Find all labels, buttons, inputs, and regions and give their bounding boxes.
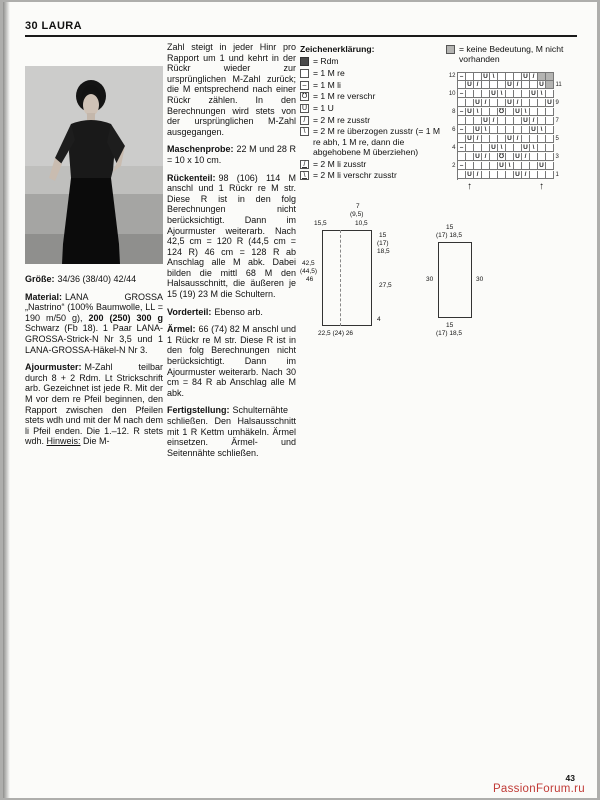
chart-cell xyxy=(538,144,546,152)
front-label: Vorderteil: xyxy=(167,306,212,317)
chart-cell: \ xyxy=(490,73,498,81)
chart-row-number-right xyxy=(554,144,565,153)
sleeve-top-measure-2: (17) 18,5 xyxy=(436,232,463,239)
continuation-text: Zahl steigt in jeder Hinr pro Rapport um 1 und kehrt in der Rückr wieder zur ursprünglichen M-Zahl zurück; die M entsprechend nach einer Rückr zählen. In den Berechnungen wird stets von der ursprünglichen M-Zahl ausgegangen. xyxy=(167,42,296,137)
chart-cell xyxy=(514,117,522,125)
chart-note-text: = keine Bedeutung, M nicht vorhanden xyxy=(459,44,564,65)
stitch-symbol: / xyxy=(300,160,309,169)
legend-text: = 1 U xyxy=(313,103,334,114)
chart-cell: U xyxy=(498,162,506,170)
chart-row-number-left xyxy=(446,171,457,180)
chart-cell: ℧ xyxy=(498,108,506,116)
chart-cell xyxy=(522,90,530,98)
chart-row xyxy=(446,72,580,81)
chart-cell xyxy=(482,81,490,89)
chart-cell: U xyxy=(522,73,530,81)
chart-cell: \ xyxy=(482,126,490,134)
body-top-width: 15,5 xyxy=(314,220,327,227)
chart-cell xyxy=(498,126,506,134)
chart-cell: \ xyxy=(498,90,506,98)
chart-cell xyxy=(530,108,538,116)
chart-cell xyxy=(506,144,514,152)
chart-cell: U xyxy=(522,144,530,152)
no-stitch-symbol xyxy=(446,45,455,54)
stitch-symbol: U xyxy=(301,105,308,113)
model-photo xyxy=(25,66,163,264)
chart-row-number-right: 1 xyxy=(555,172,559,178)
chart-cell: / xyxy=(522,153,530,161)
back-text: 98 (106) 114 M anschl und 1 Rückr re M str. Diese R ist in den folg Berechnungen nicht berücksichtigt. Dann im Ajourmuster weiterarb. Nach 42,5 cm = 120 R (44,5 cm = 124 R) 46 cm = 128 R ab Anschlag alle M abk. Dabei bilden die mittl 68 M den Halsausschnitt, die äußeren je 15 (19) 23 M die Schultern. xyxy=(167,172,296,300)
chart-row-number-right: 7 xyxy=(555,118,559,124)
chart-cell xyxy=(498,81,506,89)
chart-cell xyxy=(506,153,514,161)
chart-cell: U xyxy=(538,81,546,89)
material-text-c: Schwarz (Fb 18). 1 Paar LANA-GROSSA-Strick-N Nr 3,5 und 1 LANA-GROSSA-Häkel-N Nr 3. xyxy=(25,323,163,355)
chart-cell xyxy=(522,135,530,143)
chart-cell xyxy=(458,153,466,161)
stitch-symbol: \ xyxy=(300,127,309,136)
knitting-chart xyxy=(446,72,580,198)
chart-cell: – xyxy=(458,126,466,134)
sleeve-top-measure-1: 15 xyxy=(446,224,454,231)
chart-row-number-right xyxy=(554,90,565,99)
chart-cell xyxy=(474,117,482,125)
chart-cell xyxy=(530,153,538,161)
sleeve-left-length: 30 xyxy=(426,276,434,283)
chart-row-number-left xyxy=(446,99,457,108)
back-label: Rückenteil: xyxy=(167,172,216,183)
chart-cell: – xyxy=(458,108,466,116)
legend-item xyxy=(300,68,442,78)
chart-row-number-left: 12 xyxy=(448,73,456,79)
chart-cell: U xyxy=(466,108,474,116)
chart-cell xyxy=(498,135,506,143)
chart-cell: U xyxy=(482,117,490,125)
chart-cell: U xyxy=(530,90,538,98)
chart-note xyxy=(446,44,580,64)
body-armhole-measure: 27,5 xyxy=(379,282,392,289)
chart-cell xyxy=(474,144,482,152)
chart-cell xyxy=(530,171,538,179)
fold-line xyxy=(340,230,341,326)
sleeve-text: 66 (74) 82 M anschl und 1 Rückr re M str. Diese R ist in den folg Berechnungen nicht berücksichtigt. Dann im Ajourmuster weiterarb. Nach 30 cm = 84 R ab Anschlag alle M abk. xyxy=(167,324,296,398)
chart-cell xyxy=(458,81,466,89)
chart-cell xyxy=(522,162,530,170)
watermark: PassionForum.ru xyxy=(492,783,585,795)
chart-cell: ℧ xyxy=(498,153,506,161)
hinweis-tail: Die M- xyxy=(80,436,110,447)
body-schematic xyxy=(322,230,372,326)
chart-cell xyxy=(546,90,554,98)
chart-cell: / xyxy=(514,135,522,143)
chart-row xyxy=(446,90,580,99)
chart-cell: U xyxy=(538,162,546,170)
legend-text: = 1 M li xyxy=(313,79,341,90)
chart-cell xyxy=(482,144,490,152)
chart-cell: – xyxy=(458,90,466,98)
chart-cell xyxy=(482,171,490,179)
chart-cell: / xyxy=(490,117,498,125)
chart-row-number-left: 4 xyxy=(452,145,456,151)
chart-cell: / xyxy=(474,135,482,143)
chart-cell: – xyxy=(458,144,466,152)
chart-cell xyxy=(538,117,546,125)
chart-cell xyxy=(466,99,474,107)
chart-cell xyxy=(474,73,482,81)
legend-text: = 2 M li zusstr xyxy=(313,158,367,169)
stitch-symbol: ℧ xyxy=(301,93,308,101)
legend-text: = 2 M re überzogen zusstr (= 1 M re abh, 1 M re, dann die abgehobene M überziehen) xyxy=(313,126,441,157)
sleeve-schematic xyxy=(438,242,472,318)
chart-cell xyxy=(466,90,474,98)
legend-text: = Rdm xyxy=(313,56,339,67)
chart-cell xyxy=(490,135,498,143)
chart-row-number-left: 10 xyxy=(448,91,456,97)
chart-cell xyxy=(498,171,506,179)
chart-row-number-right: 11 xyxy=(555,82,562,88)
back-paragraph xyxy=(167,173,296,300)
chart-cell xyxy=(546,135,554,143)
chart-cell: / xyxy=(474,171,482,179)
chart-cell: U xyxy=(466,81,474,89)
chart-cell: / xyxy=(514,81,522,89)
magazine-page xyxy=(3,2,597,798)
finishing-paragraph xyxy=(167,405,296,458)
continuation-paragraph xyxy=(167,42,296,137)
stitch-symbol xyxy=(300,69,309,78)
legend-list xyxy=(300,56,442,180)
middle-column xyxy=(167,42,296,465)
ajour-paragraph xyxy=(25,362,163,447)
chart-cell xyxy=(546,81,554,89)
chart-cell xyxy=(490,162,498,170)
chart-cell: U xyxy=(466,135,474,143)
body-hem-measure: 4 xyxy=(377,316,381,323)
chart-cell: U xyxy=(474,153,482,161)
chart-row-number-right xyxy=(554,162,565,171)
page-title: 30 LAURA xyxy=(25,20,82,32)
legend-text: = 1 M re xyxy=(313,67,345,78)
chart-cell xyxy=(506,126,514,134)
chart-cell xyxy=(514,73,522,81)
chart-cell: U xyxy=(482,73,490,81)
chart-cell: U xyxy=(522,117,530,125)
legend-item xyxy=(300,56,442,66)
chart-cell xyxy=(514,126,522,134)
chart-cell xyxy=(514,144,522,152)
chart-cell xyxy=(538,153,546,161)
chart-cell: U xyxy=(514,171,522,179)
chart-cell: / xyxy=(522,171,530,179)
legend xyxy=(300,44,442,182)
chart-cell: / xyxy=(482,153,490,161)
chart-row xyxy=(446,135,580,144)
size-label: Größe: xyxy=(25,274,55,284)
page-number: 43 xyxy=(565,773,575,783)
size-value: 34/36 (38/40) 42/44 xyxy=(57,274,137,284)
chart-row xyxy=(446,153,580,162)
chart-cell: \ xyxy=(522,108,530,116)
chart-cell xyxy=(498,99,506,107)
chart-cell: U xyxy=(490,144,498,152)
chart-row-number-left xyxy=(446,117,457,126)
legend-text: = 2 M li verschr zusstr xyxy=(313,170,397,181)
finishing-label: Fertigstellung: xyxy=(167,405,230,416)
chart-cell xyxy=(546,153,554,161)
chart-cell: U xyxy=(474,126,482,134)
ajour-label: Ajourmuster: xyxy=(25,362,82,373)
chart-row xyxy=(446,99,580,108)
chart-cell xyxy=(530,162,538,170)
spine-shadow xyxy=(3,2,10,798)
legend-text: = 2 M re zusstr xyxy=(313,114,371,125)
legend-item xyxy=(300,115,442,125)
chart-cell xyxy=(522,81,530,89)
rapport-arrow-left: ↑ xyxy=(467,181,472,192)
chart-cell: \ xyxy=(538,90,546,98)
chart-cell xyxy=(490,126,498,134)
chart-row xyxy=(446,144,580,153)
chart-cell xyxy=(522,126,530,134)
chart-cell: U xyxy=(506,99,514,107)
chart-cell xyxy=(498,73,506,81)
chart-cell xyxy=(466,162,474,170)
chart-cell xyxy=(530,135,538,143)
chart-row xyxy=(446,108,580,117)
chart-cell: \ xyxy=(530,144,538,152)
body-length-measure-2: (44,5) xyxy=(300,268,317,275)
chart-cell xyxy=(482,135,490,143)
chart-row-number-right: 3 xyxy=(555,154,559,160)
body-neck-measure-2: (9,5) xyxy=(350,211,364,218)
chart-row-number-right: 5 xyxy=(555,136,559,142)
chart-cell xyxy=(530,81,538,89)
chart-cell: \ xyxy=(498,144,506,152)
header-rule xyxy=(25,35,577,37)
chart-cell xyxy=(466,144,474,152)
body-neck-measure-1: 7 xyxy=(356,203,360,210)
chart-cell xyxy=(506,117,514,125)
legend-item xyxy=(300,170,442,180)
chart-row-number-right xyxy=(554,72,565,81)
chart-cell xyxy=(466,73,474,81)
chart-cell xyxy=(506,108,514,116)
chart-row-number-left xyxy=(446,153,457,162)
chart-row-number-left: 8 xyxy=(452,109,456,115)
chart-cell: \ xyxy=(506,162,514,170)
chart-cell: / xyxy=(530,117,538,125)
chart-cell xyxy=(474,90,482,98)
chart-cell: U xyxy=(530,126,538,134)
chart-cell xyxy=(490,153,498,161)
chart-cell xyxy=(530,99,538,107)
legend-item xyxy=(300,159,442,169)
chart-cell: \ xyxy=(538,126,546,134)
chart-row-number-right: 9 xyxy=(555,100,559,106)
chart-row-number-right xyxy=(554,126,565,135)
chart-cell: U xyxy=(466,171,474,179)
body-shoulder-measure-3: 18,5 xyxy=(377,248,390,255)
chart-cell: U xyxy=(546,99,554,107)
chart-cell xyxy=(490,108,498,116)
chart-cell xyxy=(458,117,466,125)
chart-cell xyxy=(482,108,490,116)
chart-row-number-left xyxy=(446,81,457,90)
chart-cell xyxy=(490,171,498,179)
legend-title: Zeichenerklärung: xyxy=(300,44,375,54)
front-paragraph xyxy=(167,307,296,318)
chart-cell xyxy=(466,117,474,125)
legend-item xyxy=(300,80,442,90)
chart-cell xyxy=(546,162,554,170)
chart-cell: U xyxy=(506,81,514,89)
hinweis-label: Hinweis: xyxy=(46,436,81,447)
front-text: Ebenso arb. xyxy=(214,306,263,317)
chart-cell xyxy=(458,171,466,179)
chart-cell xyxy=(546,108,554,116)
body-shoulder-measure-2: (17) xyxy=(377,240,389,247)
chart-cell: / xyxy=(514,99,522,107)
chart-cell: U xyxy=(506,135,514,143)
chart-row-number-right xyxy=(554,108,565,117)
chart-cell xyxy=(514,90,522,98)
chart-cell: U xyxy=(514,153,522,161)
ajour-text: M-Zahl teilbar durch 8 + 2 Rdm. Lt Strickschrift arb. Gezeichnet ist jede R. Mit der M vor dem re Pfeil beginnen, den Rapport zwischen den Pfeilen stets wdh und mit der M nach dem li Pfeil enden. Die 1.–12. R stets wdh. xyxy=(25,362,163,447)
gauge-text: 22 M und 28 R = 10 x 10 cm. xyxy=(167,144,296,165)
rapport-arrow-right: ↑ xyxy=(539,181,544,192)
sleeve-right-length: 30 xyxy=(476,276,484,283)
chart-cell xyxy=(466,153,474,161)
chart-row xyxy=(446,117,580,126)
chart-row-number-left: 6 xyxy=(452,127,456,133)
chart-cell: \ xyxy=(474,108,482,116)
chart-cell xyxy=(498,117,506,125)
chart-cell: – xyxy=(458,162,466,170)
finishing-text: Schulternähte schließen. Den Halsausschnitt mit 1 R Kettm umhäkeln. Ärmel einsetzen. Ärmel- und Seitennähte schließen. xyxy=(167,405,296,458)
size-paragraph xyxy=(25,274,163,285)
material-paragraph xyxy=(25,292,163,356)
chart-cell xyxy=(466,126,474,134)
chart-cell: / xyxy=(482,99,490,107)
chart-cell xyxy=(538,99,546,107)
chart-cell xyxy=(474,162,482,170)
chart-cell: U xyxy=(490,90,498,98)
stitch-symbol: – xyxy=(300,81,309,90)
material-text-a: LANA GROSSA „Nastrino“ (100% Baumwolle, LL = 190 m/50 g), xyxy=(25,291,163,323)
schematics xyxy=(300,203,582,370)
chart-cell xyxy=(538,171,546,179)
body-bottom-width: 22,5 (24) 26 xyxy=(318,330,354,337)
chart-cell xyxy=(458,99,466,107)
chart-cell xyxy=(514,162,522,170)
chart-cell xyxy=(538,135,546,143)
sleeve-bottom-measure-1: 15 xyxy=(446,322,454,329)
chart-cell xyxy=(506,73,514,81)
chart-cell: / xyxy=(474,81,482,89)
chart-cell xyxy=(546,126,554,134)
chart-cell xyxy=(522,99,530,107)
chart-cell xyxy=(546,117,554,125)
material-text-bold: 200 (250) 300 g xyxy=(88,312,164,323)
gauge-paragraph xyxy=(167,144,296,165)
legend-item xyxy=(300,103,442,113)
knitting-chart-grid xyxy=(446,72,580,180)
stitch-symbol: \ xyxy=(300,171,309,180)
chart-cell xyxy=(490,99,498,107)
chart-row-number-left: 2 xyxy=(452,163,456,169)
body-length-measure-3: 46 xyxy=(306,276,314,283)
chart-row xyxy=(446,126,580,135)
material-label: Material: xyxy=(25,291,63,302)
sleeve-bottom-measure-2: (17) 18,5 xyxy=(436,330,463,337)
left-column xyxy=(25,42,163,454)
chart-cell xyxy=(538,108,546,116)
chart-cell xyxy=(546,73,554,81)
legend-text: = 1 M re verschr xyxy=(313,91,376,102)
sleeve-label: Ärmel: xyxy=(167,324,196,335)
body-shoulder-measure-1: 15 xyxy=(379,232,387,239)
chart-row-number-left xyxy=(446,135,457,144)
chart-cell xyxy=(538,73,546,81)
chart-cell xyxy=(482,90,490,98)
chart-cell xyxy=(458,135,466,143)
gauge-label: Maschenprobe: xyxy=(167,144,234,155)
model-photo-graphic xyxy=(25,66,163,264)
chart-cell: U xyxy=(514,108,522,116)
body-neck-measure-3: 10,5 xyxy=(355,220,368,227)
chart-cell xyxy=(546,144,554,152)
legend-item xyxy=(300,91,442,101)
chart-cell xyxy=(546,171,554,179)
chart-cell xyxy=(506,90,514,98)
chart-cell: / xyxy=(530,73,538,81)
chart-cell: U xyxy=(474,99,482,107)
stitch-symbol: / xyxy=(300,116,309,125)
chart-cell xyxy=(490,81,498,89)
body-length-measure-1: 42,5 xyxy=(302,260,315,267)
legend-item xyxy=(300,126,442,157)
chart-cell: – xyxy=(458,73,466,81)
sleeve-paragraph xyxy=(167,324,296,398)
chart-cell xyxy=(506,171,514,179)
chart-cell xyxy=(482,162,490,170)
chart-row xyxy=(446,162,580,171)
chart-row xyxy=(446,171,580,180)
stitch-symbol xyxy=(300,57,309,66)
chart-row xyxy=(446,81,580,90)
